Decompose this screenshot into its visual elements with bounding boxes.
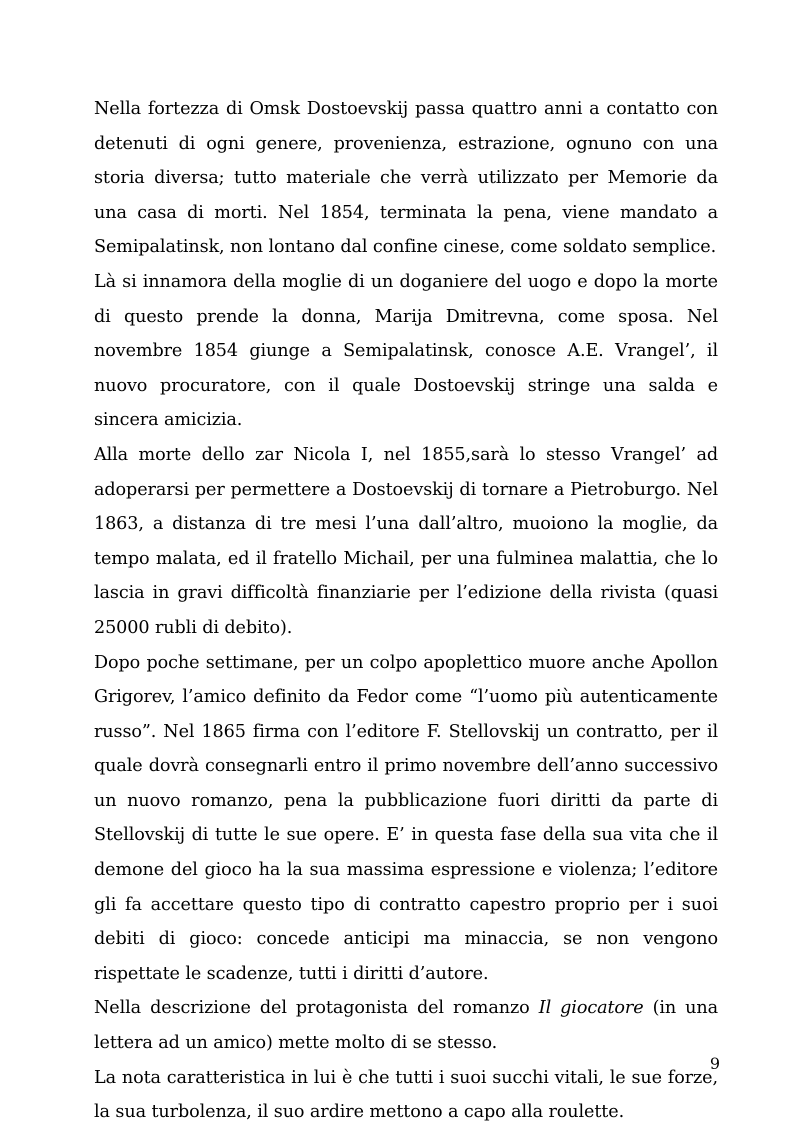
novel-title: Il giocatore bbox=[538, 998, 644, 1019]
paragraph-gambler-before: Nella descrizione del protagonista del romanzo bbox=[94, 998, 539, 1019]
paragraph-return: Alla morte dello zar Nicola I, nel 1855,sarà lo stesso Vrangel’ ad adoperarsi per permettere a Dostoevskij di tornare a Pietroburgo. Nel 1863, a distanza di tre mesi l’una dall’altro, muoiono la moglie, da tempo malata, ed il fratello Michail, per una fulminea malattia, che lo lascia in gravi difficoltà finanziarie per l’edizione della rivista (quasi 25000 rubli di debito). bbox=[94, 444, 718, 638]
paragraph-gambler bbox=[94, 991, 718, 1060]
paragraph-marriage: Là si innamora della moglie di un doganiere del uogo e dopo la morte di questo prende la donna, Marija Dmitrevna, come sposa. Nel novembre 1854 giunge a Semipalatinsk, conosce A.E. Vrangel’, il nuovo procuratore, con il quale Dostoevskij stringe una salda e sincera amicizia. bbox=[94, 271, 718, 431]
page-body bbox=[94, 92, 718, 1130]
paragraph-gambler-after: (in una lettera ad un amico) mette molto di se stesso. bbox=[94, 998, 718, 1054]
paragraph-omsk: Nella fortezza di Omsk Dostoevskij passa quattro anni a contatto con detenuti di ogni genere, provenienza, estrazione, ognuno con una storia diversa; tutto materiale che verrà utilizzato per Memorie da una casa di morti. Nel 1854, terminata la pena, viene mandato a Semipalatinsk, non lontano dal confine cinese, come soldato semplice. bbox=[94, 99, 718, 258]
paragraph-roulette: La nota caratteristica in lui è che tutti i suoi succhi vitali, le sue forze, la sua turbolenza, il suo ardire mettono a capo alla roulette. bbox=[94, 1067, 718, 1123]
page-number: 9 bbox=[709, 1054, 720, 1073]
paragraph-contract: Dopo poche settimane, per un colpo apoplettico muore anche Apollon Grigorev, l’amico definito da Fedor come “l’uomo più autenticamente russo”. Nel 1865 firma con l’editore F. Stellovskij un contratto, per il quale dovrà consegnarli entro il primo novembre dell’anno successivo un nuovo romanzo, pena la pubblicazione fuori diritti da parte di Stellovskij di tutte le sue opere. E’ in questa fase della sua vita che il demone del gioco ha la sua massima espressione e violenza; l’editore gli fa accettare questo tipo di contratto capestro proprio per i suoi debiti di gioco: concede anticipi ma minaccia, se non vengono rispettate le scadenze, tutti i diritti d’autore. bbox=[94, 652, 718, 984]
